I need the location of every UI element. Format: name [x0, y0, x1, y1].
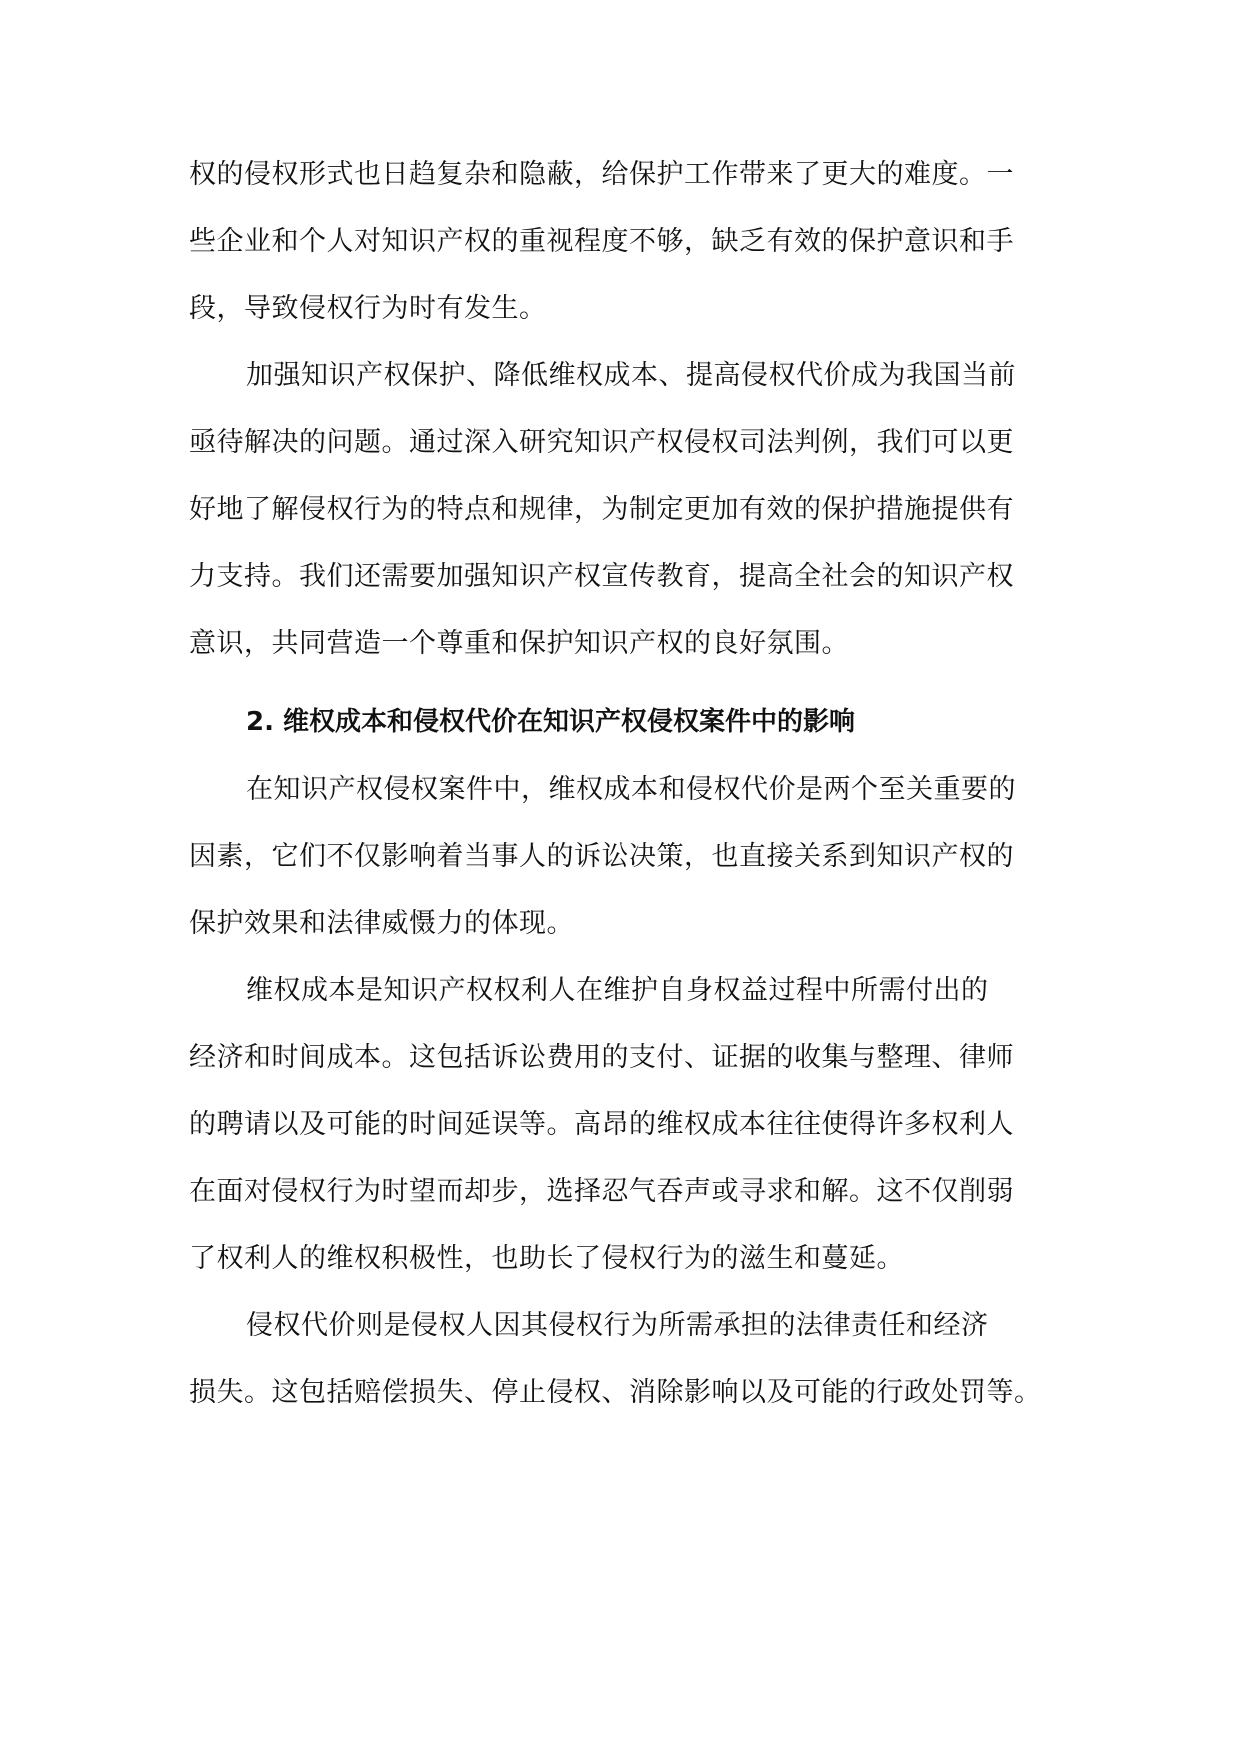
paragraph-2-line-5: 意识，共同营造一个尊重和保护知识产权的良好氛围。 [189, 628, 849, 659]
paragraph-2-line-2: 亟待解决的问题。通过深入研究知识产权侵权司法判例，我们可以更 [189, 427, 1014, 458]
paragraph-4-line-1: 维权成本是知识产权权利人在维护自身权益过程中所需付出的 [246, 975, 989, 1006]
paragraph-1-line-2: 些企业和个人对知识产权的重视程度不够，缺乏有效的保护意识和手 [189, 226, 1014, 257]
paragraph-4-line-2: 经济和时间成本。这包括诉讼费用的支付、证据的收集与整理、律师 [189, 1042, 1014, 1073]
paragraph-1-line-1: 权的侵权形式也日趋复杂和隐蔽，给保护工作带来了更大的难度。一 [189, 159, 1014, 190]
paragraph-2-line-3: 好地了解侵权行为的特点和规律，为制定更加有效的保护措施提供有 [189, 494, 1014, 525]
paragraph-2-line-4: 力支持。我们还需要加强知识产权宣传教育，提高全社会的知识产权 [189, 561, 1014, 592]
paragraph-3-line-1: 在知识产权侵权案件中，维权成本和侵权代价是两个至关重要的 [246, 774, 1016, 805]
paragraph-2-line-1: 加强知识产权保护、降低维权成本、提高侵权代价成为我国当前 [246, 360, 1016, 391]
paragraph-1-line-3: 段，导致侵权行为时有发生。 [189, 293, 547, 324]
paragraph-4-line-4: 在面对侵权行为时望而却步，选择忍气吞声或寻求和解。这不仅削弱 [189, 1176, 1014, 1207]
paragraph-4-line-5: 了权利人的维权积极性，也助长了侵权行为的滋生和蔓延。 [189, 1243, 904, 1274]
paragraph-4-line-3: 的聘请以及可能的时间延误等。高昂的维权成本往往使得许多权利人 [189, 1109, 1014, 1140]
paragraph-5-line-1: 侵权代价则是侵权人因其侵权行为所需承担的法律责任和经济 [246, 1310, 989, 1341]
paragraph-5-line-2: 损失。这包括赔偿损失、停止侵权、消除影响以及可能的行政处罚等。 [189, 1377, 1042, 1408]
paragraph-3-line-2: 因素，它们不仅影响着当事人的诉讼决策，也直接关系到知识产权的 [189, 841, 1014, 872]
section-heading: 2. 维权成本和侵权代价在知识产权侵权案件中的影响 [246, 707, 856, 737]
paragraph-3-line-3: 保护效果和法律威慑力的体现。 [189, 908, 574, 939]
